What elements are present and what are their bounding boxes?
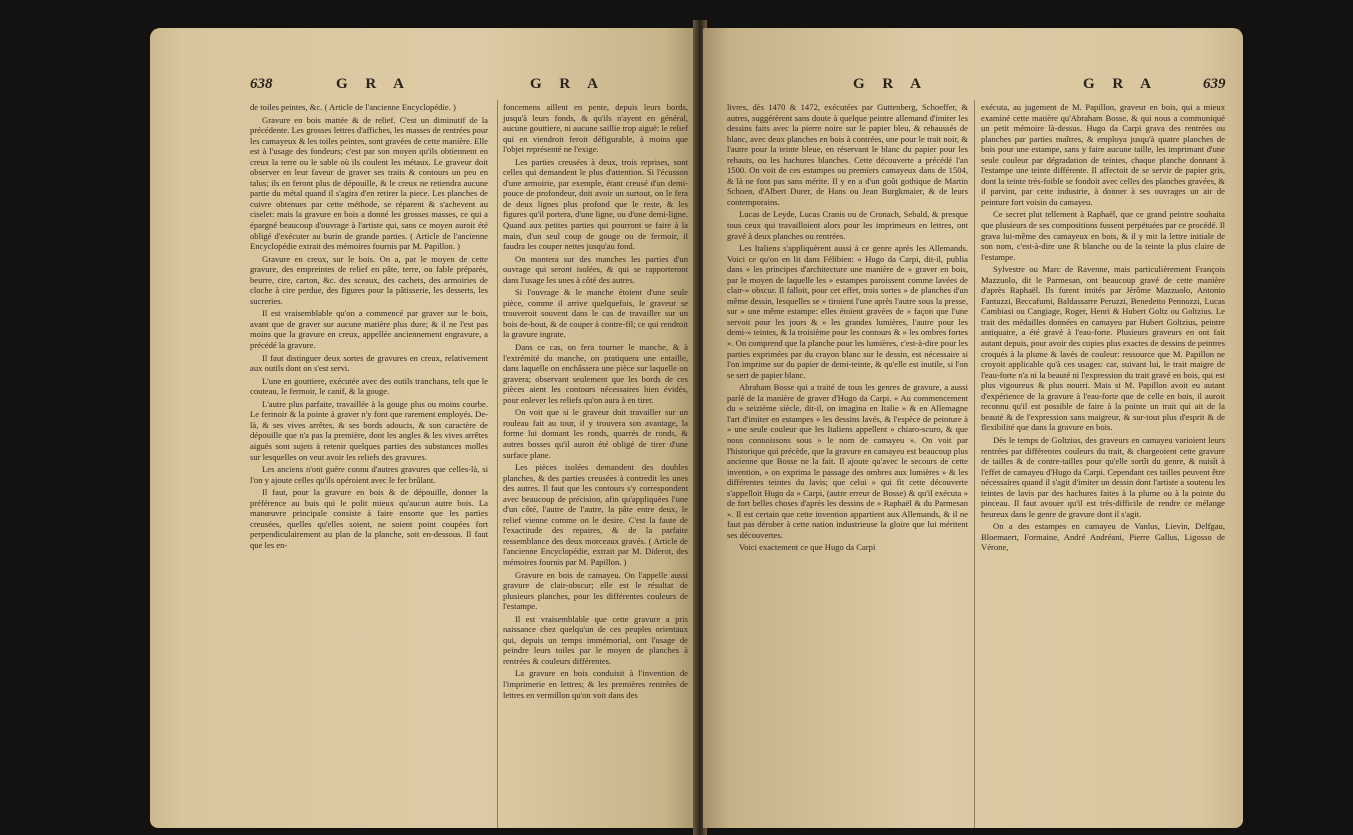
paragraph: Gravure en bois de camayeu. On l'appelle aussi gravure de clair-obscur; elle est le résultat de plusieurs planches, pour les différentes couleurs de l'estampe. bbox=[503, 569, 688, 612]
paragraph: de toiles peintes, &c. ( Article de l'ancienne Encyclopédie. ) bbox=[250, 102, 456, 112]
page-number-right: 639 bbox=[1203, 76, 1226, 92]
paragraph: Dans ce cas, on fera tourner le manche, & à l'extrémité du manche, on pratiquera une entaille, dans laquelle on enchâssera une pièce sur laquelle on gravera; observant seulement que les bords de ces pièces aient les contours nécessaires bien évidés, pour enlever les reliefs qu'on aura à en tirer. bbox=[503, 342, 688, 405]
paragraph: Il est vraisemblable qu'on a commencé par graver sur le bois, avant que de graver sur aucune matière plus dure; & il ne l'est pas moins que la gravure en creux, appellée anciennement engravure, a précédé la gravure. bbox=[250, 308, 488, 351]
paragraph: Il faut distinguer deux sortes de gravures en creux, relativement aux outils dont on s'est servi. bbox=[250, 352, 488, 374]
column-rule bbox=[497, 100, 498, 828]
right-column-1 bbox=[727, 102, 968, 555]
paragraph: La gravure en bois conduisit à l'invention de l'imprimerie en lettres; & les premières rentrées de lettres en vermillon qu'on voit dans des bbox=[503, 668, 688, 700]
paragraph: Dès le temps de Goltzius, des graveurs en camayeu varioient leurs rentrées par différentes couleurs du trait, & chargeoient cette gravure de tailles & de contre-tailles pour qu'elle sortît du genre, & nuisît à l'effet de camayeu d'Hugo da Carpi. Cependant ces tailles peuvent être nécessaires quand il s'agit d'imiter un dessin dont l'artiste a soutenu les teintes de lavis par des hachures faites à la plume ou à la pointe du pinceau. Il faut avouer qu'il est très-difficile de rendre ce mélange heureux dans le genre de gravure dont il s'agit. bbox=[981, 434, 1225, 519]
left-column-1 bbox=[250, 102, 488, 552]
paragraph: On voit que si le graveur doit travailler sur un rouleau fait au tour, il y trouvera son avantage, la forme lui donnant les ronds, quarrés de ronds, & autres bosses qu'il auroit été obligé de tirer d'une surface plane. bbox=[503, 407, 688, 460]
right-column-2 bbox=[981, 102, 1225, 555]
paragraph: Sylvestre ou Marc de Ravenne, mais particulièrement François Mazzuolo, dit le Parmesan, ont beaucoup gravé de cette manière d'après Raphaël. Ils furent imités par Jérôme Mazzuolo, Antonio Fantuzzi, Beccafumi, Baldassarre Peruzzi, Benedetto Pennozzi, Lucas Cambiasi ou Cangiage, Roger, Henri & Hubert Goltz ou Goltzius. Le trait des médailles données en camayeu par Hubert Goltzius, peintre antiquaire, a été gravé à l'eau-forte. Plusieurs graveurs en ont fait autant depuis, pour avoir des copies plus exactes de dessins de peintres croqués à la plume & lavés de couleur: ressource que M. Papillon ne croyoit applicable qu'à ces usages: car, suivant lui, le trait maigre de l'eau-forte n'a ni la beauté ni l'expression du trait gravé en bois, qui est plus vigoureux & plus nourri. Mais si M. Papillon avoit eu autant d'expérience de la gravure à l'eau-forte que de celle en bois, il auroit reconnu qu'il est possible de faire à la pointe un trait qui ait de la beauté & de l'expression sans maigreur, & sur-tout plus d'esprit & de flexibilité que dans la gravure en bois. bbox=[981, 264, 1225, 433]
page-number-left: 638 bbox=[250, 76, 273, 92]
paragraph: Abraham Bosse qui a traité de tous les genres de gravure, a aussi parlé de la manière de graver d'Hugo da Carpi. « Au commencement du » seizième siècle, dit-il, on imagina en Italie » & en Allemagne l'art d'imiter en estampes » les dessins lavés, & l'espèce de peinture à » une seule couleur que les Italiens appellent » chiaro-scuro, & que nous connoissons sous » le nom de camayeu ». On voit par l'historique qui précède, que la gravure en camayeu est beaucoup plus ancienne que Bosse ne la fait. Il ajoute qu'avec le secours de cette invention, » on exprima le passage des ombres aux lumières » & les différentes teintes du lavis; que celui » qui fit cette découverte s'appelloit Hugo da » Carpi, (autre erreur de Bosse) & qu'il exécuta » de fort belles choses d'après les dessins de » Raphaël & du Parmesan ». Il est certain que cette invention appartient aux Allemands, & il ne faut pas dérober à cette nation industrieuse la gloire que lui méritent ses découvertes. bbox=[727, 382, 968, 540]
running-head-right-a: G R A bbox=[853, 76, 929, 92]
paragraph: Les Italiens s'appliquèrent aussi à ce genre après les Allemands. Voici ce qu'on en lit dans Félibien: « Hugo da Carpi, dit-il, publia dans » les principes d'architecture une manière de » graver en bois, par le moyen de laquelle les » estampes paroissent comme lavées de clair-» obscur. Il falloit, pour cet effet, trois sortes » de planches d'un même dessin, lesquelles se » tiroient l'une après l'autre sous la presse, sur » une même estampe: elles étoient gravées de » façon que l'une servoit pour les jours & » les grandes lumières, l'autre pour les demi-» teintes, & la troisième pour les contours & » les ombres fortes ». On comprend que la planche pour les lumières, c'est-à-dire pour les parties exprimées par du crayon blanc sur le dessin, est nécessaire si l'on imprime sur du papier de demi-teinte, & qu'elle est inutile, si l'on se sert de papier blanc. bbox=[727, 243, 968, 380]
paragraph: foncemens aillent en pente, depuis leurs bords, jusqu'à leurs fonds, & qu'ils n'ayent en général, aucune gouttiere, ni aucune saillie trop aiguë: le relief qui en viendroit feroit défigurable, à moins que l'objet représenté ne l'exige. bbox=[503, 102, 688, 155]
paragraph: L'une en gouttiere, exécutée avec des outils tranchans, tels que le couteau, le fermoir, le canif, & la gouge. bbox=[250, 375, 488, 397]
column-rule bbox=[974, 100, 975, 828]
paragraph: On montera sur des manches les parties d'un ouvrage qui seront isolées, & qui se rapporteront dans l'usage les unes à côté des autres. bbox=[503, 253, 688, 285]
right-page bbox=[703, 28, 1243, 828]
paragraph: Les parties creusées à deux, trois reprises, sont celles qui demandent le plus d'attention. Si l'écusson d'une armoirie, par exemple, étant creusé d'un demi-pouce de profondeur, doit avoir un surtout, on le fera de deux lignes plus profond que le reste, & les figures qu'il portera, d'une ligne, ou d'une demi-ligne. Quand aux petites parties qui pourront se faire à la main, d'un seul coup de gouge ou de fermoir, il faudra les couper nettes jusqu'au fond. bbox=[503, 156, 688, 252]
paragraph: Voici exactement ce que Hugo da Carpi bbox=[739, 542, 876, 553]
paragraph: livres, dès 1470 & 1472, exécutées par Guttenberg, Schoeffer, & autres, suggérèrent sans doute à quelque peintre allemand d'imiter les dessins faits avec la pierre noire sur le papier bleu, & rehaussés de blanc, avec deux planches en bois à contrées, une pour le trait noir, & l'autre pour la teinte bleue, en réservant le blanc du papier pour les rehauts, ou les hachures blanches. Cette découverte a précédé l'an 1500. On voit de ces estampes ou premiers camayeux dans de 1504, & là ne font pas sans mérite. Il y en a d'un goût gothique de Martin Schoen, d'Albert Durer, de Hans ou Jean Burgkmaier, & de leurs contemporains. bbox=[727, 102, 968, 207]
paragraph: Lucas de Leyde, Lucas Cranis ou de Cronach, Sebald, & presque tous ceux qui travailloient alors pour les imprimeurs en lettres, ont gravé à deux planches ou rentrées. bbox=[727, 209, 968, 241]
left-page bbox=[150, 28, 697, 828]
paragraph: Les pièces isolées demandent des doubles planches, & des parties creusées à contredit les unes des autres. Il faut que les contours s'y correspondent avec beaucoup de précision, afin qu'appliquées l'une d'un côté, l'autre de l'autre, la pâte entre deux, le relief vienne comme on le desire. C'est la faute de l'exactitude des repaires, & de la parfaite ressemblance des deux morceaux gravés. ( Article de l'ancienne Encyclopédie, extrait par M. Diderot, des mémoires fournis par M. Papillon. ) bbox=[503, 462, 688, 567]
running-head-left-b: G R A bbox=[530, 76, 606, 92]
running-head-right-b: G R A bbox=[1083, 76, 1159, 92]
paragraph: Il faut, pour la gravure en bois & de dépouille, donner la préférence au buis qui le polit mieux qu'aucun autre bois. La manœuvre principale consiste à faire ensorte que les parties creusées, quelles qu'elles soient, ne soient point coupées fort perpendiculairement au plan de la planche, soit en-dessous. Il faut que les en- bbox=[250, 487, 488, 550]
left-column-2 bbox=[503, 102, 688, 702]
paragraph: Les anciens n'ont guère connu d'autres gravures que celles-là, si l'on y ajoute celles qu'ils opéroient avec le fer brûlant. bbox=[250, 464, 488, 485]
paragraph: exécuta, au jugement de M. Papillon, graveur en bois, qui a mieux examiné cette matière qu'Abraham Bosse, & qui nous a communiqué un petit mémoire là-dessus. Hugo da Carpi grava des rentrées ou planches par parties maîtres, & employa jusqu'à quatre planches de bois pour une estampe, sans y faire aucune taille, les imprimant d'une seule couleur par dégradation de teintes, chaque planche donnant à l'estampe une teinte différente. Il affectoit de se servir de papier gris, dont la teinte très-foible se fondoit avec celles des planches gravées, & il parvint, par cette industrie, à donner à ses ouvrages un air de peinture fort voisin du camayeu. bbox=[981, 102, 1225, 207]
paragraph: Il est vraisemblable que cette gravure a pris naissance chez quelqu'un de ces peuples orientaux qui, depuis un temps immémorial, ont l'usage de peindre leurs toiles par le moyen de planches à rentrées & couleurs différentes. bbox=[503, 613, 688, 666]
paragraph: Si l'ouvrage & le manche étoient d'une seule pièce, comme il arrive quelquefois, le graveur se trouveroit souvent dans le cas de travailler sur un bois de-bout, & de couper à contre-fil; ce qui rendroit la gravure ingrate. bbox=[503, 287, 688, 340]
paragraph: Gravure en creux, sur le bois. On a, par le moyen de cette gravure, des empreintes de relief en pâte, terre, ou fable préparés, beurre, cire, carton, &c. des sceaux, des cachets, des armoiries de cloche à cire perdue, des figures pour la pâtisserie, les desserts, les sucreries. bbox=[250, 253, 488, 306]
paragraph: On a des estampes en camayeu de Vanlus, Lievin, Delfgau, Bloemaert, Formaine, André Andréani, Pierre Gallus, Ligosso de Vérone, bbox=[981, 521, 1225, 553]
paragraph: Ce secret plut tellement à Raphaël, que ce grand peintre souhaita que plusieurs de ses compositions fussent perpétuées par ce procédé. Il grava lui-même des camayeux en bois, & il y mit la lettre initiale de son nom, c'est-à-dire une R blanche ou de la teinte la plus claire de l'estampe. bbox=[981, 209, 1225, 262]
paragraph: Gravure en bois mattée & de relief. C'est un diminutif de la précédente. Les grosses lettres d'affiches, les masses de rentrées pour les camayeux & les toiles peintes, sont gravées de cette manière. Elle est à l'usage des fondeurs; c'est par son moyen qu'ils obtiennent en creux la terre ou le sable où ils coulent les métaux. Le graveur doit observer en leur faveur de graver ses traits & contours un peu en talus; ils en feront plus de dépouille, & le creux ne retiendra aucune partie du métal quand il s'agira d'en retirer la piece. Les planches de cuivre obtenues par cette méthode, se réparent & s'achevent au ciselet: mais la gravure en bois a donné les grosses masses, ce qui a épargné beaucoup d'ouvrage à l'artiste qui, sans ce moyen auroit été obligé d'exécuter au burin de grande parties. ( Article de l'ancienne Encyclopédie extrait des mémoires fournis par M. Papillon. ) bbox=[250, 114, 488, 252]
running-head-left-a: G R A bbox=[336, 76, 412, 92]
paragraph: L'autre plus parfaite, travaillée à la gouge plus ou moins courbe. Le fermoir & la pointe à graver n'y font que rarement employés. De-là, & ses vives arrêtes, & ses bords adoucis, & son caractère de dépouille que n'a pas la première, dont les angles & les vives arrêtes aiguës sont sujets à retenir quelques parties des substances molles sur lesquelles on veut avoir les reliefs des gravures. bbox=[250, 398, 488, 462]
